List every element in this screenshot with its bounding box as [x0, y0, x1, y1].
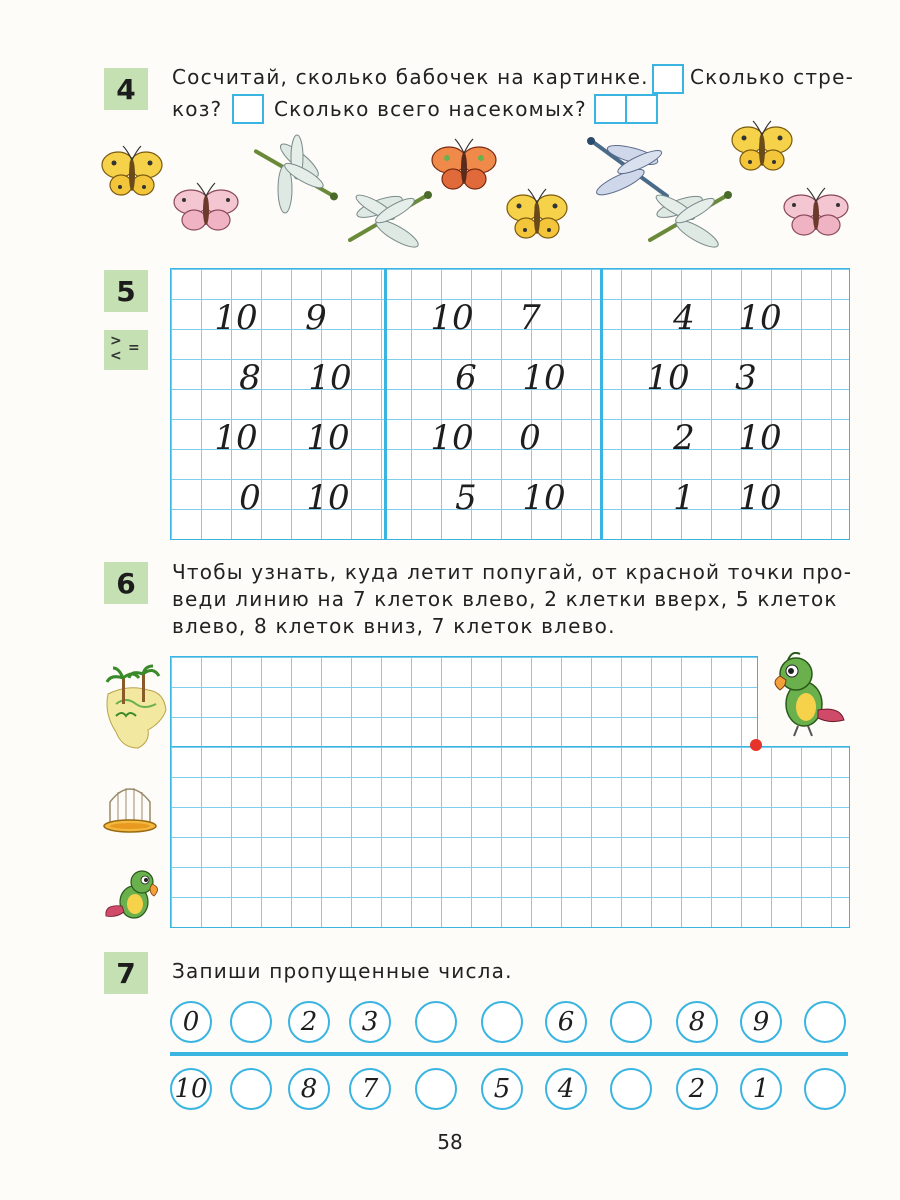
- seq2-circle-3[interactable]: 8: [288, 1068, 330, 1110]
- cmp-c3-r3-left: 2: [673, 418, 695, 458]
- seq2-circle-10[interactable]: 1: [740, 1068, 782, 1110]
- grid-divider-2: [600, 268, 603, 540]
- butterfly-yellow-1: [102, 146, 162, 195]
- seq2-circle-5[interactable]: [415, 1068, 457, 1110]
- seq1-circle-10[interactable]: 9: [740, 1001, 782, 1043]
- task-4-line1: Сосчитай, сколько бабочек на картинке.: [172, 65, 649, 89]
- parrot-icon-right: [768, 652, 846, 740]
- island-icon: [102, 664, 170, 754]
- task-4-line2b: Сколько всего насекомых?: [274, 97, 587, 121]
- seq1-circle-3[interactable]: 2: [288, 1001, 330, 1043]
- drawing-grid-upper[interactable]: [170, 656, 758, 748]
- birdcage-icon: [100, 780, 160, 838]
- dragonfly-2: [350, 191, 432, 252]
- dragonfly-3: [587, 137, 667, 199]
- seq1-circle-5[interactable]: [415, 1001, 457, 1043]
- greater-sign: >: [110, 333, 122, 349]
- parrot-icon: [104, 866, 164, 926]
- butterfly-pink-1: [174, 183, 238, 230]
- cmp-c1-r1-right: 9: [305, 298, 327, 338]
- cmp-c3-r4-left: 1: [673, 478, 695, 518]
- cmp-c1-r4-right: 10: [306, 478, 350, 518]
- cmp-c2-r1-right: 7: [519, 298, 541, 338]
- cmp-c3-r4-right: 10: [738, 478, 782, 518]
- cmp-c2-r4-left: 5: [455, 478, 477, 518]
- task-5-number: 5: [104, 270, 148, 312]
- cmp-c2-r4-right: 10: [522, 478, 566, 518]
- cmp-c3-r1-right: 10: [738, 298, 782, 338]
- seq1-circle-11[interactable]: [804, 1001, 846, 1043]
- cmp-c2-r2-right: 10: [522, 358, 566, 398]
- drawing-grid-lower[interactable]: [170, 746, 850, 928]
- cmp-c1-r3-left: 10: [214, 418, 258, 458]
- task-7-title: Запиши пропущенные числа.: [172, 959, 513, 983]
- task-6-line3: влево, 8 клеток вниз, 7 клеток влево.: [172, 614, 616, 638]
- task-4-line1b: Сколько стре-: [690, 65, 854, 89]
- seq2-circle-8[interactable]: [610, 1068, 652, 1110]
- task-6-line2: веди линию на 7 клеток влево, 2 клетки вверх, 5 клеток: [172, 587, 838, 611]
- page-number: 58: [437, 1130, 463, 1154]
- task-4-line2a: коз?: [172, 97, 223, 121]
- cmp-c3-r2-right: 3: [735, 358, 757, 398]
- task-7-number: 7: [104, 952, 148, 994]
- grid-divider-1: [384, 268, 387, 540]
- seq2-circle-6[interactable]: 5: [481, 1068, 523, 1110]
- cmp-c3-r3-right: 10: [738, 418, 782, 458]
- seq1-circle-8[interactable]: [610, 1001, 652, 1043]
- cmp-c1-r3-right: 10: [306, 418, 350, 458]
- seq2-circle-9[interactable]: 2: [676, 1068, 718, 1110]
- seq1-circle-1[interactable]: 0: [170, 1001, 212, 1043]
- cmp-c3-r1-left: 4: [673, 298, 695, 338]
- seq1-circle-4[interactable]: 3: [349, 1001, 391, 1043]
- seq2-circle-2[interactable]: [230, 1068, 272, 1110]
- cmp-c2-r3-left: 10: [430, 418, 474, 458]
- cmp-c1-r2-right: 10: [308, 358, 352, 398]
- dragonfly-1: [246, 127, 340, 228]
- dragonfly-4: [650, 191, 732, 252]
- task-6-number: 6: [104, 562, 148, 604]
- butterfly-pink-2: [784, 188, 848, 235]
- seq1-circle-9[interactable]: 8: [676, 1001, 718, 1043]
- butterfly-red-1: [432, 139, 496, 189]
- butterfly-yellow-3: [732, 121, 792, 170]
- equals-sign: =: [128, 340, 140, 356]
- butterfly-yellow-2: [507, 189, 567, 238]
- seq2-circle-1[interactable]: 10: [170, 1068, 212, 1110]
- cmp-c1-r2-left: 8: [239, 358, 261, 398]
- task-4-number: 4: [104, 68, 148, 110]
- seq2-circle-7[interactable]: 4: [545, 1068, 587, 1110]
- seq2-circle-11[interactable]: [804, 1068, 846, 1110]
- cmp-c3-r2-left: 10: [646, 358, 690, 398]
- less-sign: <: [110, 348, 122, 364]
- seq2-circle-4[interactable]: 7: [349, 1068, 391, 1110]
- cmp-c1-r4-left: 0: [239, 478, 261, 518]
- insects-illustration: [100, 120, 860, 255]
- cmp-c2-r2-left: 6: [455, 358, 477, 398]
- cmp-c1-r1-left: 10: [214, 298, 258, 338]
- seq1-circle-2[interactable]: [230, 1001, 272, 1043]
- seq1-circle-6[interactable]: [481, 1001, 523, 1043]
- cmp-c2-r3-right: 0: [519, 418, 541, 458]
- comparison-signs-badge: [104, 330, 148, 370]
- cmp-c2-r1-left: 10: [430, 298, 474, 338]
- sequence-separator: [170, 1052, 848, 1056]
- task-6-line1: Чтобы узнать, куда летит попугай, от красной точки про-: [172, 560, 853, 584]
- start-red-dot: [750, 739, 762, 751]
- butterfly-count-box[interactable]: [652, 64, 684, 94]
- seq1-circle-7[interactable]: 6: [545, 1001, 587, 1043]
